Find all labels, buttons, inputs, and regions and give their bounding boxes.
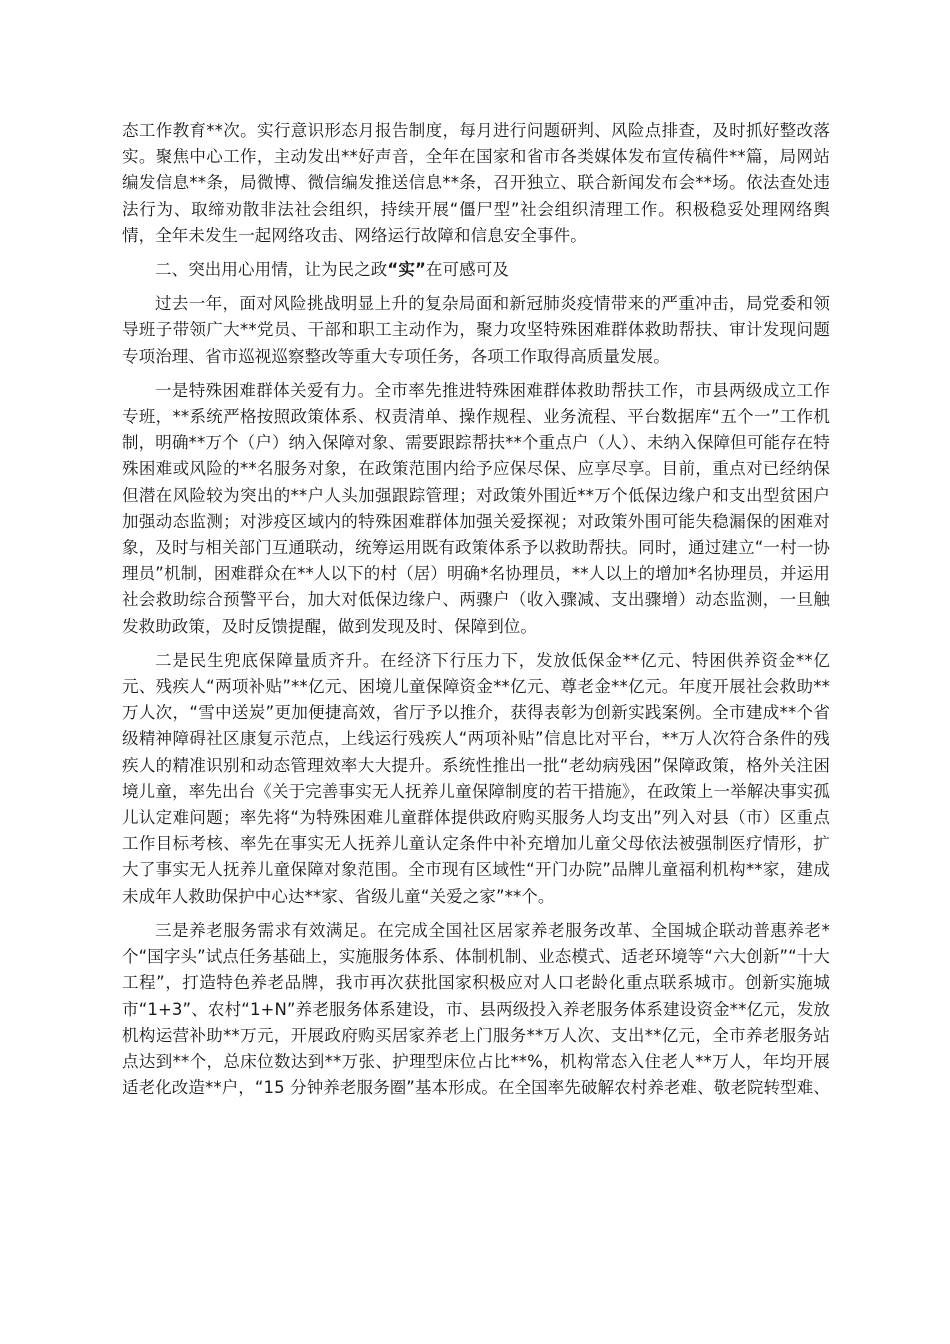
section-heading — [122, 257, 830, 283]
heading-suffix: 在可感可及 — [425, 260, 509, 280]
paragraph-point-one: 一是特殊困难群体关爱有力。全市率先推进特殊困难群体救助帮扶工作，市县两级成立工作专班，**系统严格按照政策体系、权责清单、操作规程、业务流程、平台数据库“五个一”工作机制，明确**万个（户）纳入保障对象、需要跟踪帮扶**个重点户（人）、未纳入保障但可能存在特殊困难或风险的**名服务对象，在政策范围内给予应保尽保、应享尽享。目前，重点对已经纳保但潜在风险较为突出的**户人头加强跟踪管理；对政策外围近**万个低保边缘户和支出型贫困户加强动态监测；对涉疫区域内的特殊困难群体加强关爱探视；对政策外围可能失稳漏保的困难对象，及时与相关部门互通联动，统筹运用既有政策体系予以救助帮扶。同时，通过建立“一村一协理员”机制，困难群众在**人以下的村（居）明确*名协理员，**人以上的增加*名协理员，并运用社会救助综合预警平台，加大对低保边缘户、两骤户（收入骤减、支出骤增）动态监测，一旦触发救助政策，及时反馈提醒，做到发现及时、保障到位。 — [122, 380, 830, 636]
heading-prefix: 二、突出用心用情，让为民之政 — [155, 260, 388, 280]
document-body — [122, 118, 830, 1109]
paragraph-intro: 过去一年，面对风险挑战明显上升的复杂局面和新冠肺炎疫情带来的严重冲击，局党委和领导班子带领广大**党员、干部和职工主动作为，聚力攻坚特殊困难群体救助帮扶、审计发现问题专项治理、省市巡视巡察整改等重大专项任务，各项工作取得高质量发展。 — [122, 294, 830, 366]
paragraph-point-three: 三是养老服务需求有效满足。在完成全国社区居家养老服务改革、全国城企联动普惠养老*个“国字头”试点任务基础上，实施服务体系、体制机制、业态模式、适老环境等“六大创新”“十大工程”，打造特色养老品牌，我市再次获批国家积极应对人口老龄化重点联系城市。创新实施城市“1+3”、农村“1+N”养老服务体系建设，市、县两级投入养老服务体系建设资金**亿元，发放机构运营补助**万元，开展政府购买居家养老上门服务**万人次、支出**亿元，全市养老服务站点达到**个，总床位数达到**万张、护理型床位占比**%，机构常态入住老人**万人，年均开展适老化改造**户，“15 分钟养老服务圈”基本形成。在全国率先破解农村养老难、敬老院转型难、 — [122, 920, 830, 1098]
paragraph-point-two: 二是民生兜底保障量质齐升。在经济下行压力下，发放低保金**亿元、特困供养资金**亿元、残疾人“两项补贴”**亿元、困境儿童保障资金**亿元、尊老金**亿元。年度开展社会救助**万人次，“雪中送炭”更加便捷高效，省厅予以推介，获得表彰为创新实践案例。全市建成**个省级精神障碍社区康复示范点，上线运行残疾人“两项补贴”信息比对平台，**万人次符合条件的残疾人的精准识别和动态管理效率大大提升。系统性推出一批“老幼病残困”保障政策，格外关注困境儿童，率先出台《关于完善事实无人抚养儿童保障制度的若干措施》，在政策上一举解决事实孤儿认定难问题；率先将“为特殊困难儿童群体提供政府购买服务人均支出”列入对县（市）区重点工作目标考核、率先在事实无人抚养儿童认定条件中补充增加儿童父母依法被强制医疗情形，扩大了事实无人抚养儿童保障对象范围。全市现有区域性“开门办院”品牌儿童福利机构**家，建成未成年人救助保护中心达**家、省级儿童“关爱之家”**个。 — [122, 650, 830, 906]
heading-emphasis: “实” — [387, 260, 426, 280]
paragraph-continuation: 态工作教育**次。实行意识形态月报告制度，每月进行问题研判、风险点排查，及时抓好整改落实。聚焦中心工作，主动发出**好声音，全年在国家和省市各类媒体发布宣传稿件**篇，局网站编发信息**条，局微博、微信编发推送信息**条，召开独立、联合新闻发布会**场。依法查处违法行为、取缔劝散非法社会组织，持续开展“僵尸型”社会组织清理工作。积极稳妥处理网络舆情，全年未发生一起网络攻击、网络运行故障和信息安全事件。 — [122, 121, 830, 245]
